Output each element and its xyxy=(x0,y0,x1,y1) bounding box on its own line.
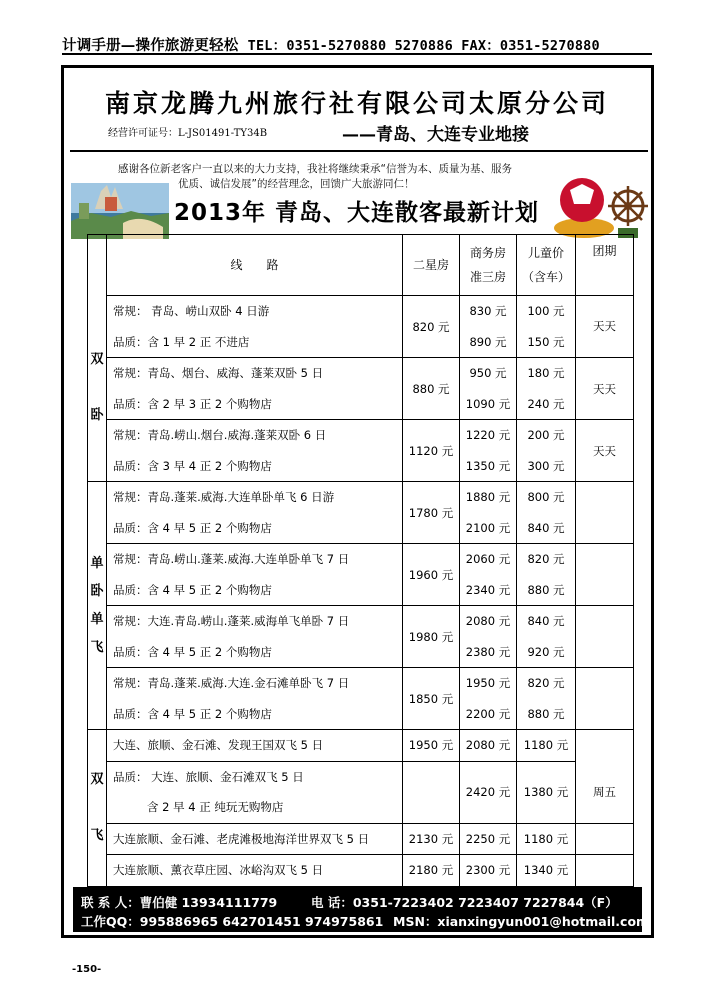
header-rule xyxy=(62,53,652,55)
business-price-2: 2100 元 xyxy=(460,513,517,544)
table-row xyxy=(88,575,634,606)
table-row xyxy=(88,730,634,762)
table-row xyxy=(88,513,634,544)
price-table xyxy=(87,234,634,887)
table-row xyxy=(88,482,634,513)
child-price-1: 200 元 xyxy=(517,420,576,451)
route-line1: 大连旅顺、薰衣草庄园、冰峪沟双飞 5 日 xyxy=(107,855,403,887)
table-row xyxy=(88,761,634,792)
business-price-2: 1090 元 xyxy=(460,389,517,420)
business-price-1: 2420 元 xyxy=(460,761,517,823)
route-line2: 含 2 早 4 正 纯玩无购物店 xyxy=(107,792,403,823)
twostar-price: 1120 元 xyxy=(403,420,460,482)
table-row xyxy=(88,389,634,420)
header-business-line1: 商务房 xyxy=(469,246,506,260)
group-date xyxy=(576,730,634,762)
table-row xyxy=(88,668,634,699)
child-price-1: 180 元 xyxy=(517,358,576,389)
twostar-price: 820 元 xyxy=(403,296,460,358)
header-route: 线 路 xyxy=(107,235,403,296)
business-price-1: 1880 元 xyxy=(460,482,517,513)
route-line1: 常规：青岛.崂山.蓬莱.威海.大连单卧单飞 7 日 xyxy=(107,544,403,575)
plan-title: 2013年 青岛、大连散客最新计划 xyxy=(174,200,540,226)
page-number: -150- xyxy=(72,964,102,975)
title-divider xyxy=(70,150,648,152)
child-price-1: 840 元 xyxy=(517,606,576,637)
child-price-2: 300 元 xyxy=(517,451,576,482)
table-row xyxy=(88,327,634,358)
business-price-1: 2300 元 xyxy=(460,855,517,887)
company-slogan: ——青岛、大连专业地接 xyxy=(342,125,529,145)
category-single-sleeper-single-flight: 单 卧 单 飞 xyxy=(88,482,107,730)
group-date xyxy=(576,855,634,887)
qingdao-landscape-photo xyxy=(71,183,169,239)
child-price-2: 150 元 xyxy=(517,327,576,358)
business-price-2: 890 元 xyxy=(460,327,517,358)
route-line1: 常规：青岛.蓬莱.威海.大连.金石滩单卧飞 7 日 xyxy=(107,668,403,699)
child-price-1: 1380 元 xyxy=(517,761,576,823)
intro-line-1: 感谢各位新老客户一直以来的大力支持，我社将继续秉承“信誉为本、质量为基、服务 xyxy=(118,163,512,175)
child-price-2: 920 元 xyxy=(517,637,576,668)
header-child xyxy=(517,235,576,296)
header-business xyxy=(460,235,517,296)
route-line2: 品质：含 4 早 5 正 2 个购物店 xyxy=(107,575,403,606)
dalian-balloon-photo xyxy=(548,172,648,242)
twostar-price: 880 元 xyxy=(403,358,460,420)
contact-phone: 电 话：0351-7223402 7223407 7227844（F） xyxy=(311,895,618,910)
group-date: 周五 xyxy=(576,761,634,823)
group-date: 天天 xyxy=(576,358,634,420)
contact-person: 联 系 人：曹伯健 13934111779 xyxy=(81,895,278,910)
child-price-2: 240 元 xyxy=(517,389,576,420)
header-contact: TEL：0351-5270880 5270886 FAX：0351-5270880 xyxy=(247,38,600,54)
route-line2: 品质：含 3 早 4 正 2 个购物店 xyxy=(107,451,403,482)
category-double-flight: 双 飞 xyxy=(88,730,107,887)
business-price-2: 2340 元 xyxy=(460,575,517,606)
table-row xyxy=(88,296,634,327)
contact-bar xyxy=(73,887,650,932)
route-line2: 品质：含 1 早 2 正 不进店 xyxy=(107,327,403,358)
twostar-price xyxy=(403,761,460,823)
company-name: 南京龙腾九州旅行社有限公司太原分公司 xyxy=(104,89,609,118)
header-business-line2: 准三房 xyxy=(469,270,506,284)
twostar-price: 2130 元 xyxy=(403,823,460,855)
business-price-1: 2060 元 xyxy=(460,544,517,575)
route-line1: 大连旅顺、金石滩、老虎滩极地海洋世界双飞 5 日 xyxy=(107,823,403,855)
license-number: 经营许可证号：L-JS01491-TY34B xyxy=(108,128,268,139)
header-child-line1: 儿童价 xyxy=(527,246,564,260)
table-row xyxy=(88,823,634,855)
page-header xyxy=(62,34,652,55)
child-price-1: 820 元 xyxy=(517,668,576,699)
business-price-2: 2380 元 xyxy=(460,637,517,668)
twostar-price: 1850 元 xyxy=(403,668,460,730)
child-price-1: 1340 元 xyxy=(517,855,576,887)
child-price-1: 100 元 xyxy=(517,296,576,327)
header-group-date: 团期 xyxy=(576,235,634,296)
group-date xyxy=(576,668,634,730)
business-price-1: 1950 元 xyxy=(460,668,517,699)
group-date xyxy=(576,482,634,544)
route-line1: 常规： 青岛、崂山双卧 4 日游 xyxy=(107,296,403,327)
table-row xyxy=(88,420,634,451)
table-row xyxy=(88,358,634,389)
twostar-price: 1780 元 xyxy=(403,482,460,544)
business-price-2: 1350 元 xyxy=(460,451,517,482)
business-price-1: 2080 元 xyxy=(460,606,517,637)
table-row xyxy=(88,451,634,482)
table-row xyxy=(88,544,634,575)
table-row xyxy=(88,855,634,887)
child-price-1: 1180 元 xyxy=(517,823,576,855)
business-price-1: 830 元 xyxy=(460,296,517,327)
group-date: 天天 xyxy=(576,420,634,482)
contact-msn: MSN：xianxingyun001@hotmail.com xyxy=(393,914,650,929)
table-row xyxy=(88,699,634,730)
twostar-price: 1950 元 xyxy=(403,730,460,762)
table-row xyxy=(88,606,634,637)
table-row xyxy=(88,637,634,668)
intro-line-2: 优质、诚信发展”的经营理念，回馈广大旅游同仁！ xyxy=(178,178,415,190)
header-child-line2: （含车） xyxy=(521,270,570,284)
twostar-price: 2180 元 xyxy=(403,855,460,887)
group-date xyxy=(576,823,634,855)
child-price-2: 880 元 xyxy=(517,699,576,730)
table-header-row xyxy=(88,235,634,296)
business-price-1: 950 元 xyxy=(460,358,517,389)
group-date xyxy=(576,544,634,606)
business-price-1: 2080 元 xyxy=(460,730,517,762)
business-price-1: 2250 元 xyxy=(460,823,517,855)
route-line1: 常规：大连.青岛.崂山.蓬莱.威海单飞单卧 7 日 xyxy=(107,606,403,637)
route-line2: 品质：含 2 早 3 正 2 个购物店 xyxy=(107,389,403,420)
category-double-sleeper: 双 卧 xyxy=(88,296,107,482)
child-price-2: 880 元 xyxy=(517,575,576,606)
twostar-price: 1960 元 xyxy=(403,544,460,606)
route-line2: 品质：含 4 早 5 正 2 个购物店 xyxy=(107,513,403,544)
child-price-1: 800 元 xyxy=(517,482,576,513)
group-date: 天天 xyxy=(576,296,634,358)
header-slogan: 计调手册—操作旅游更轻松 xyxy=(62,38,239,54)
contact-qq: 工作QQ：995886965 642701451 974975861 xyxy=(81,914,384,929)
route-line2: 品质：含 4 早 5 正 2 个购物店 xyxy=(107,637,403,668)
group-date xyxy=(576,606,634,668)
route-line1: 常规：青岛.蓬莱.威海.大连单卧单飞 6 日游 xyxy=(107,482,403,513)
route-line1: 常规：青岛、烟台、威海、蓬莱双卧 5 日 xyxy=(107,358,403,389)
business-price-1: 1220 元 xyxy=(460,420,517,451)
child-price-1: 820 元 xyxy=(517,544,576,575)
route-line1: 常规：青岛.崂山.烟台.威海.蓬莱双卧 6 日 xyxy=(107,420,403,451)
business-price-2: 2200 元 xyxy=(460,699,517,730)
route-line2: 品质：含 4 早 5 正 2 个购物店 xyxy=(107,699,403,730)
header-twostar: 二星房 xyxy=(403,235,460,296)
twostar-price: 1980 元 xyxy=(403,606,460,668)
route-line1: 大连、旅顺、金石滩、发现王国双飞 5 日 xyxy=(107,730,403,762)
child-price-1: 1180 元 xyxy=(517,730,576,762)
route-line1: 品质： 大连、旅顺、金石滩双飞 5 日 xyxy=(107,761,403,792)
child-price-2: 840 元 xyxy=(517,513,576,544)
